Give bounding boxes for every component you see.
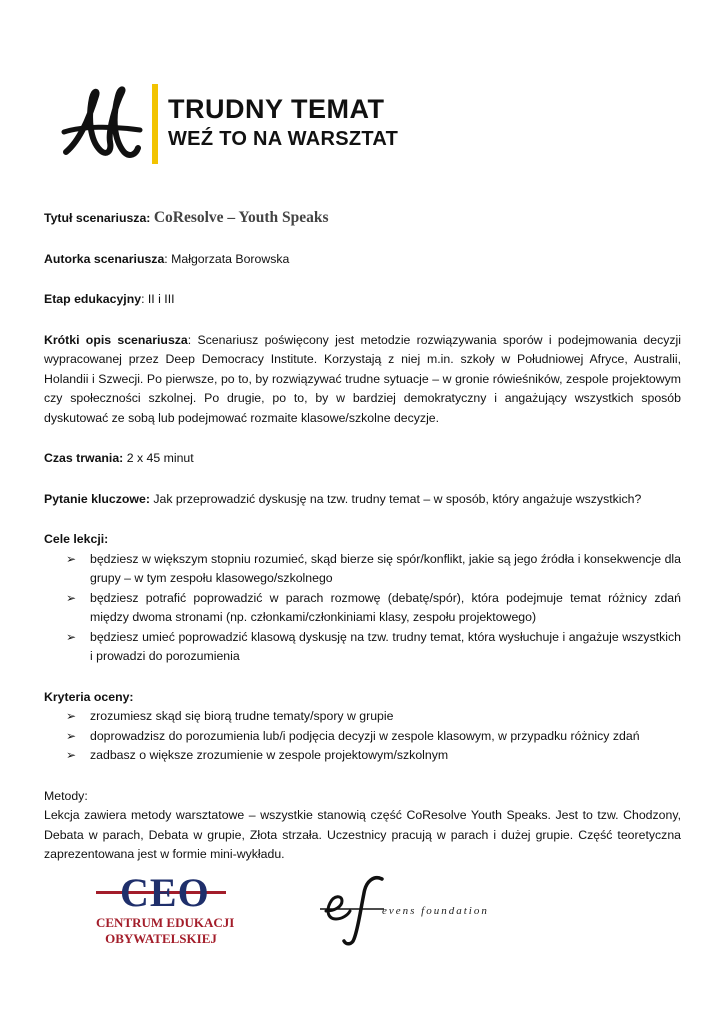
list-item: ➢ będziesz w większym stopniu rozumieć, skąd bierze się spór/konflikt, jakie są jego źródła i konsekwencje dla grupy – w tym zespołu klasowego/szkolnego — [66, 551, 681, 585]
description-value: : Scenariusz poświęcony jest metodzie rozwiązywania sporów i podejmowania decyzji wypracowanej przez Deep Democracy Institute. Korzystają z niej m.in. szkoły w Południowej Afryce, Australii, Holandii i Szwecji. Po pierwsze, po to, by rozwiązywać trudne sytuacje – w gronie rówieśników, zespole projektowym czy społeczności szkolnej. Po drugie, po to, by w bardziej demokratyczny i angażujący wszystkich sposób dyskutować ze sobą lub podejmować rozmaite klasowe/szkolne decyzje. — [44, 332, 681, 425]
duration-label: Czas trwania: — [44, 451, 124, 465]
description-label: Krótki opis scenariusza — [44, 332, 188, 347]
logo-subtitle: WEŹ TO NA WARSZTAT — [168, 128, 399, 150]
author-value: : Małgorzata Borowska — [164, 251, 290, 266]
ceo-name-line1: CENTRUM EDUKACJI — [96, 915, 235, 930]
ceo-logo — [96, 870, 235, 953]
goals-list — [44, 550, 681, 667]
title-row — [44, 208, 681, 229]
evens-foundation-logo — [320, 873, 520, 949]
list-item: ➢ zrozumiesz skąd się biorą trudne tematy/spory w grupie — [44, 707, 681, 727]
methods-text: Lekcja zawiera metody warsztatowe – wszystkie stanowią część CoResolve Youth Speaks. Jest to tzw. Chodzony, Debata w parach, Debata w grupie, Złota strzała. Uczestnicy pracują w parach i dużej grupie. Część teoretyczna zaprezentowana jest w formie mini-wykładu. — [44, 808, 681, 861]
stage-row — [44, 290, 681, 310]
title-label: Tytuł scenariusza: — [44, 211, 151, 225]
key-question-row — [44, 490, 681, 510]
stage-value: : II i III — [141, 292, 175, 306]
author-label: Autorka scenariusza — [44, 251, 165, 266]
arrow-bullet-icon: ➢ — [66, 551, 77, 566]
arrow-bullet-icon: ➢ — [66, 748, 77, 762]
ceo-abbr: CEO — [120, 870, 210, 915]
criteria-heading: Kryteria oceny: — [44, 689, 134, 704]
title-value: CoResolve – Youth Speaks — [153, 209, 329, 226]
list-item: ➢ doprowadzisz do porozumienia lub/i podjęcia decyzji w zespole klasowym, w przypadku różnicy zdań — [44, 727, 681, 747]
list-item: ➢ będziesz umieć poprowadzić klasową dyskusję na tzw. trudny temat, która wysłuchuje i angażuje wszystkich i prowadzi do porozumienia — [66, 629, 681, 663]
duration-value: 2 x 45 minut — [123, 451, 194, 465]
logo-accent-bar — [152, 84, 158, 164]
criteria-list — [44, 707, 681, 766]
signature-logo-icon — [60, 82, 144, 170]
ef-name: evens foundation — [382, 905, 489, 917]
arrow-bullet-icon: ➢ — [66, 709, 77, 723]
ceo-name-line2: OBYWATELSKIEJ — [105, 931, 217, 946]
trudny-temat-logo — [60, 82, 410, 170]
arrow-bullet-icon: ➢ — [66, 728, 77, 743]
methods-heading: Metody: — [44, 788, 88, 803]
goals-heading: Cele lekcji: — [44, 532, 109, 546]
description-row — [44, 331, 681, 429]
key-question-label: Pytanie kluczowe: — [44, 491, 150, 506]
logo-title: TRUDNY TEMAT — [168, 94, 385, 124]
author-row — [44, 250, 681, 270]
stage-label: Etap edukacyjny — [44, 292, 142, 306]
list-item: ➢ zadbasz o większe zrozumienie w zespole projektowym/szkolnym — [44, 746, 681, 766]
ef-monogram-icon — [320, 873, 390, 949]
arrow-bullet-icon: ➢ — [66, 590, 77, 605]
key-question-value: Jak przeprowadzić dyskusję na tzw. trudny temat – w sposób, który angażuje wszystkich? — [149, 491, 642, 506]
scenario-content — [44, 208, 681, 865]
list-item: ➢ będziesz potrafić poprowadzić w parach rozmowę (debatę/spór), która podejmuje temat różnicy zdań między dwoma stronami (np. członkami/członkiniami klasy, zespołu projektowego) — [66, 590, 681, 624]
arrow-bullet-icon: ➢ — [66, 629, 77, 644]
duration-row — [44, 449, 681, 469]
